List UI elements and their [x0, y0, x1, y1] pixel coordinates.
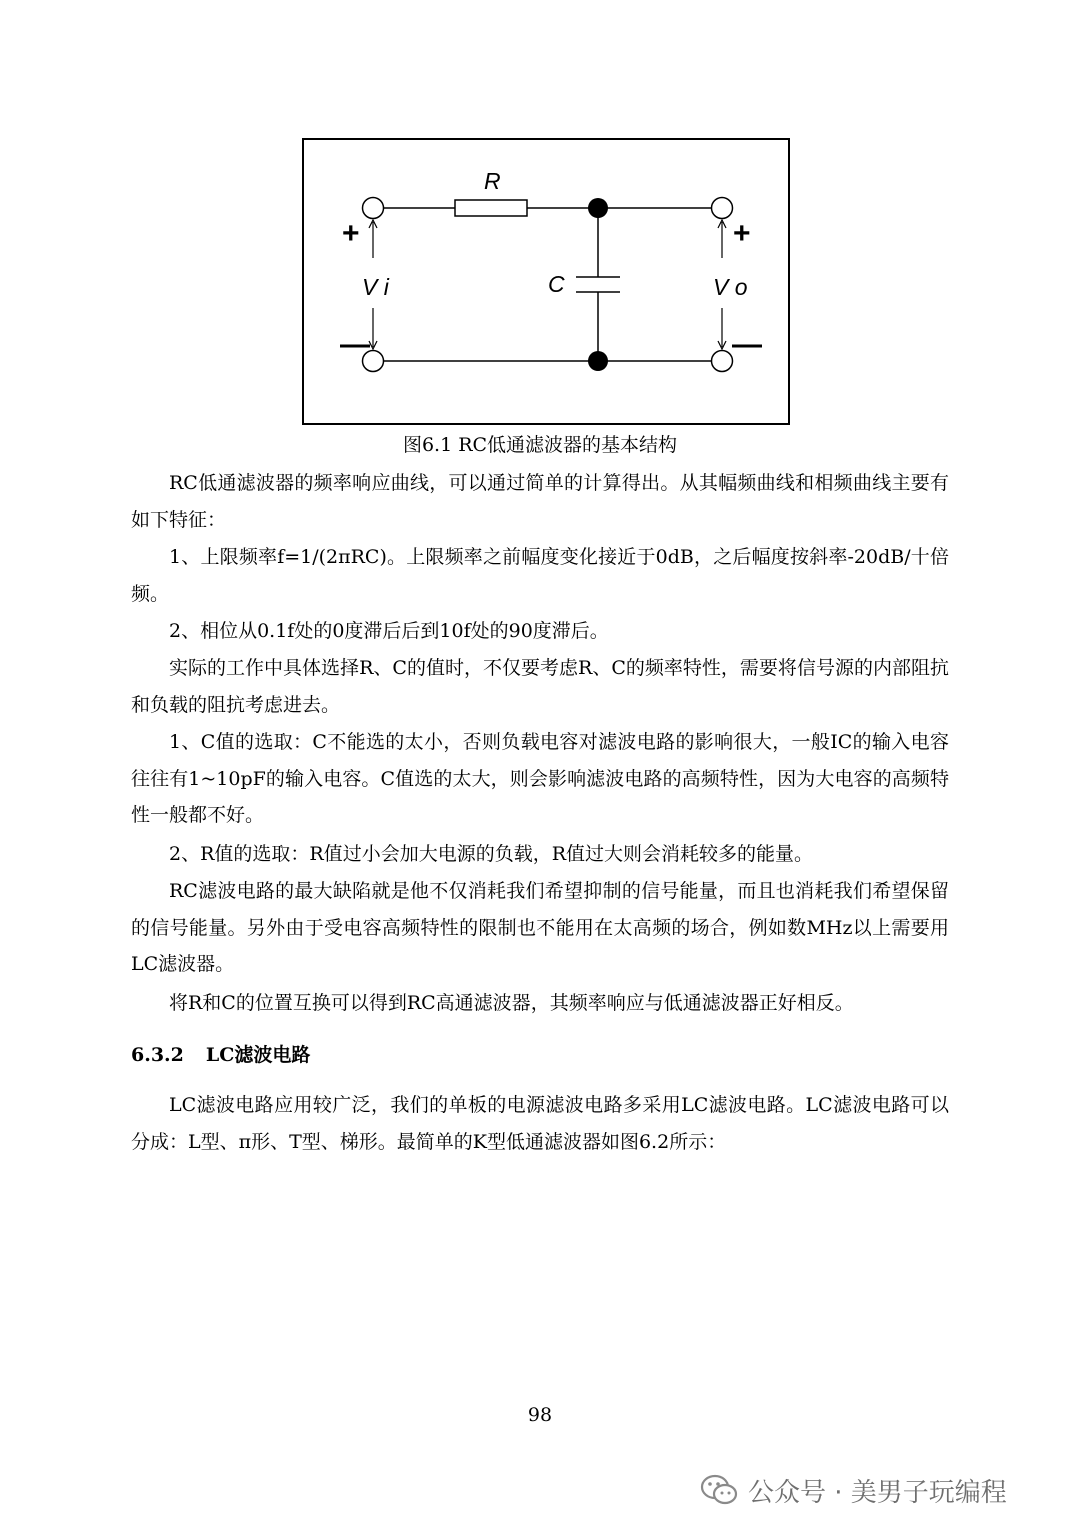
body-paragraph: 实际的工作中具体选择R、C的值时，不仅要考虑R、C的频率特性，需要将信号源的内部阻抗和负载的阻抗考虑进去。	[131, 657, 949, 716]
terminal-output-top	[712, 198, 733, 219]
terminal-output-bottom	[712, 351, 733, 372]
body-paragraph: 将R和C的位置互换可以得到RC高通滤波器，其频率响应与低通滤波器正好相反。	[169, 992, 854, 1014]
page-number: 98	[527, 1404, 553, 1426]
junction-dot-bottom	[588, 351, 608, 371]
section-number: 6.3.2	[131, 1044, 184, 1066]
watermark	[700, 1470, 1007, 1510]
wechat-icon	[700, 1473, 738, 1507]
terminal-input-top	[363, 198, 384, 219]
body-paragraph: 1、C值的选取：C不能选的太小，否则负载电容对滤波电路的影响很大，一般IC的输入电容往往有1~10pF的输入电容。C值选的太大，则会影响滤波电路的高频特性，因为大电容的高频特性一般都不好。	[131, 731, 949, 826]
output-plus-sign: +	[733, 217, 751, 250]
junction-dot-top	[588, 198, 608, 218]
rc-lowpass-schematic	[304, 140, 788, 423]
figure-caption: 图6.1 RC低通滤波器的基本结构	[402, 434, 678, 456]
input-minus-sign: —	[340, 328, 370, 361]
circuit-figure	[302, 138, 790, 425]
body-paragraph: 2、相位从0.1f处的0度滞后后到10f处的90度滞后。	[169, 620, 609, 642]
body-paragraph: 1、上限频率f=1/(2πRC)。上限频率之前幅度变化接近于0dB，之后幅度按斜率-20dB/十倍频。	[131, 546, 949, 605]
output-minus-sign: —	[732, 328, 762, 361]
input-plus-sign: +	[342, 217, 360, 250]
capacitor-label: C	[548, 271, 565, 297]
resistor-symbol	[455, 200, 527, 216]
body-paragraph: RC滤波电路的最大缺陷就是他不仅消耗我们希望抑制的信号能量，而且也消耗我们希望保留的信号能量。另外由于受电容高频特性的限制也不能用在太高频的场合，例如数MHz以上需要用LC滤波器。	[131, 880, 949, 975]
resistor-label: R	[484, 168, 501, 194]
input-voltage-label: V i	[362, 274, 389, 300]
watermark-text: 公众号 · 美男子玩编程	[748, 1477, 1007, 1508]
body-paragraph: LC滤波电路应用较广泛，我们的单板的电源滤波电路多采用LC滤波电路。LC滤波电路可以分成：L型、π形、T型、梯形。最简单的K型低通滤波器如图6.2所示：	[131, 1094, 949, 1153]
section-heading	[131, 1040, 310, 1070]
output-voltage-label: V o	[713, 274, 748, 300]
section-title: LC滤波电路	[205, 1044, 311, 1066]
body-paragraph: 2、R值的选取：R值过小会加大电源的负载，R值过大则会消耗较多的能量。	[169, 843, 814, 865]
body-paragraph: RC低通滤波器的频率响应曲线，可以通过简单的计算得出。从其幅频曲线和相频曲线主要有如下特征：	[131, 472, 949, 531]
